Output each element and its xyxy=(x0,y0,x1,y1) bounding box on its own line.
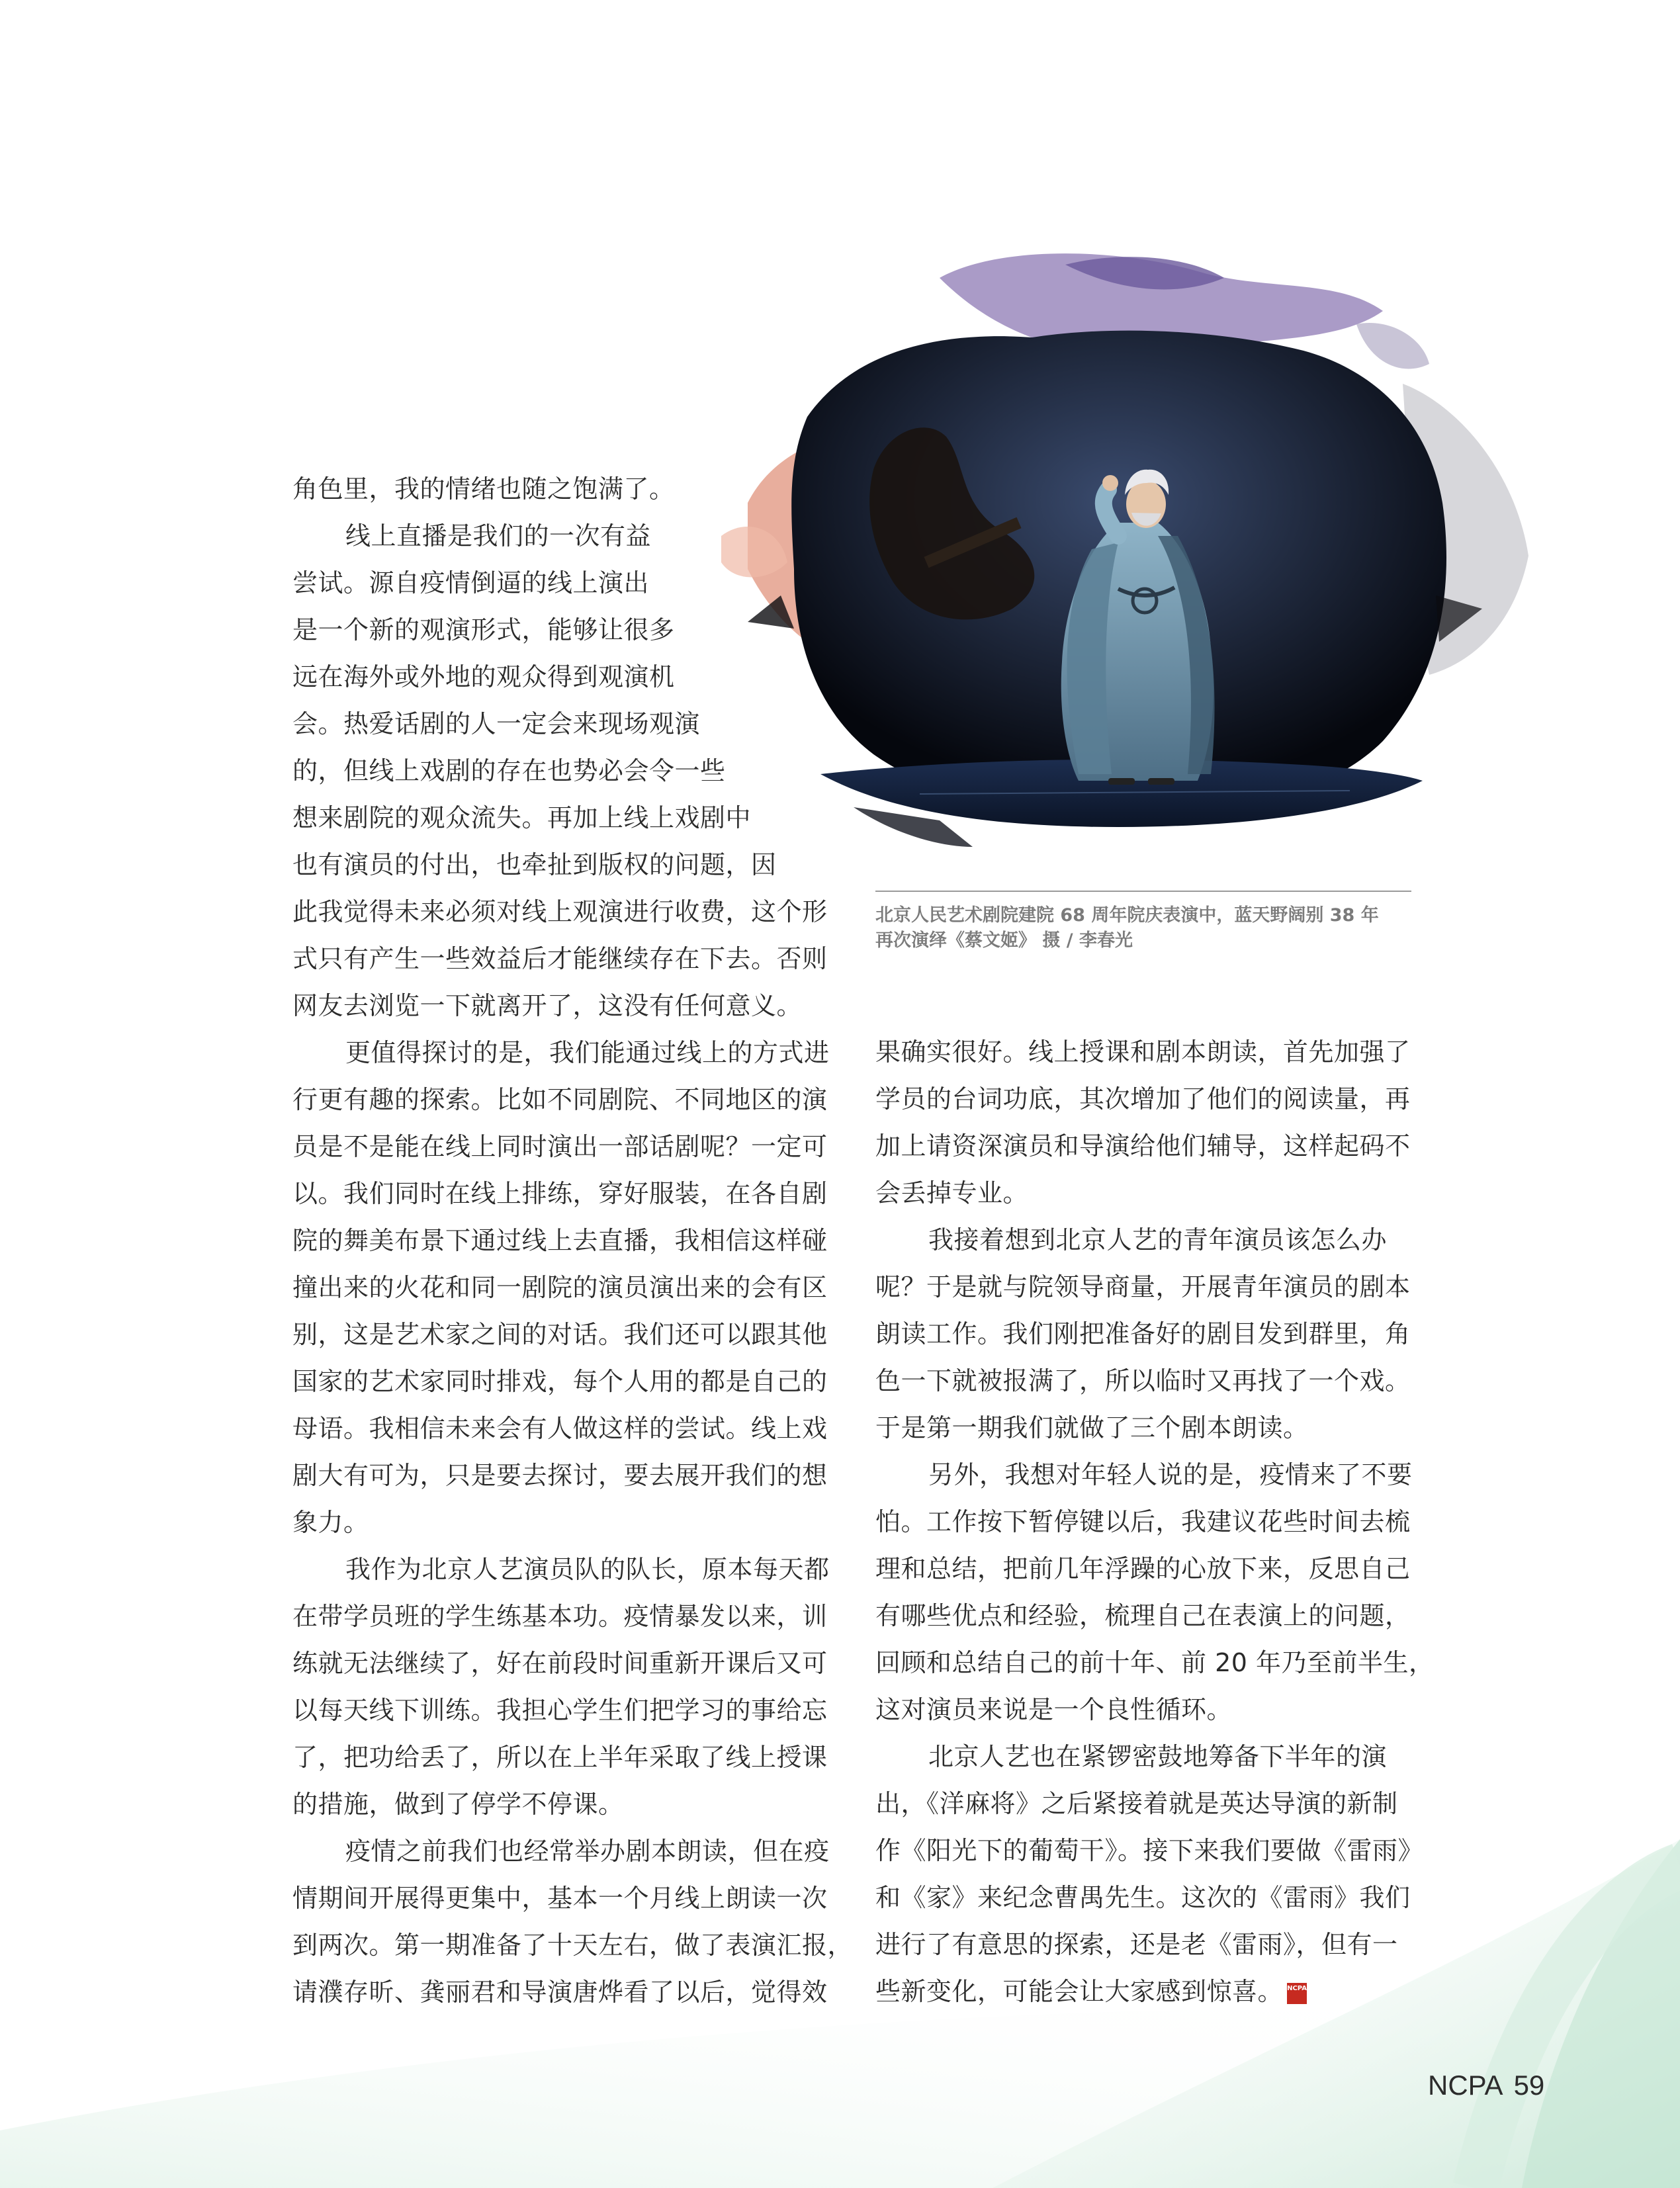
text-line-content: 在带学员班的学生练基本功。疫情暴发以来，训 xyxy=(292,1602,828,1631)
text-line xyxy=(875,1452,1418,1499)
text-line xyxy=(292,889,835,936)
text-line-content: 进行了有意思的探索，还是老《雷雨》，但有一 xyxy=(875,1930,1398,1959)
text-line xyxy=(875,1029,1418,1076)
text-line-content: 呢？于是就与院领导商量，开展青年演员的剧本 xyxy=(875,1272,1411,1301)
text-line xyxy=(292,1875,835,1922)
text-line-content: 理和总结，把前几年浮躁的心放下来，反思自己 xyxy=(875,1554,1411,1583)
text-line-content: 式只有产生一些效益后才能继续存在下去。否则 xyxy=(292,944,828,973)
text-line xyxy=(292,1029,835,1076)
text-line xyxy=(875,1264,1418,1311)
text-line xyxy=(292,1076,835,1123)
page-number: 59 xyxy=(1513,2070,1545,2101)
text-line xyxy=(875,1405,1418,1452)
text-line xyxy=(292,701,835,748)
text-line xyxy=(292,1781,835,1828)
end-mark-seal: NCPA xyxy=(1287,1983,1307,2004)
text-line xyxy=(875,1499,1418,1546)
text-line-content: 色一下就被报满了，所以临时又再找了一个戏。 xyxy=(875,1366,1411,1395)
text-line xyxy=(292,560,835,607)
text-line-content: 这对演员来说是一个良性循环。 xyxy=(875,1695,1233,1724)
text-line-content: 母语。我相信未来会有人做这样的尝试。线上戏 xyxy=(292,1414,828,1443)
text-line xyxy=(875,1968,1418,2015)
text-line xyxy=(292,1922,854,1969)
text-line xyxy=(292,1734,835,1781)
text-line-content: 请濮存昕、龚丽君和导演唐烨看了以后，觉得效 xyxy=(292,1978,828,2007)
text-line-content: 的措施，做到了停学不停课。 xyxy=(292,1790,624,1819)
text-line-content: 远在海外或外地的观众得到观演机 xyxy=(292,662,675,691)
text-line-content: 此我觉得未来必须对线上观演进行收费，这个形 xyxy=(292,897,828,926)
text-line-content: 角色里，我的情绪也随之饱满了。 xyxy=(292,474,675,503)
text-line xyxy=(875,1217,1418,1264)
text-line-content: 回顾和总结自己的前十年、前 20 年乃至前半生， xyxy=(875,1648,1435,1677)
text-line-content: 线上直播是我们的一次有益 xyxy=(345,521,652,550)
text-line-content: 撞出来的火花和同一剧院的演员演出来的会有区 xyxy=(292,1273,828,1302)
text-line xyxy=(292,1499,835,1546)
text-line xyxy=(292,1593,835,1640)
text-line xyxy=(292,1358,835,1405)
text-line xyxy=(292,1452,835,1499)
text-line xyxy=(875,1593,1418,1640)
text-line xyxy=(292,1123,835,1170)
text-line xyxy=(875,1921,1418,1968)
text-line-content: 别，这是艺术家之间的对话。我们还可以跟其他 xyxy=(292,1320,828,1349)
text-line xyxy=(875,1170,1418,1217)
text-line-content: 另外，我想对年轻人说的是，疫情来了不要 xyxy=(928,1460,1413,1489)
text-line-content: 更值得探讨的是，我们能通过线上的方式进 xyxy=(345,1038,830,1067)
text-line-content: 也有演员的付出，也牵扯到版权的问题，因 xyxy=(292,850,777,879)
article-right-column xyxy=(875,1029,1435,2015)
text-line xyxy=(292,654,835,701)
text-line-content: 尝试。源自疫情倒逼的线上演出 xyxy=(292,568,650,597)
text-line-content: 以。我们同时在线上排练，穿好服装，在各自剧 xyxy=(292,1179,828,1208)
text-line xyxy=(292,1969,835,2016)
text-line-content: 怕。工作按下暂停键以后，我建议花些时间去梳 xyxy=(875,1507,1411,1536)
text-line xyxy=(875,1123,1418,1170)
text-line xyxy=(292,607,835,654)
photo-caption xyxy=(875,903,1418,953)
text-line-content: 情期间开展得更集中，基本一个月线上朗读一次 xyxy=(292,1884,828,1913)
text-line-content: 的，但线上戏剧的存在也势必会令一些 xyxy=(292,756,726,785)
text-line-content: 我接着想到北京人艺的青年演员该怎么办 xyxy=(928,1225,1388,1254)
page-folio xyxy=(1428,2070,1544,2101)
text-line-content: 北京人艺也在紧锣密鼓地筹备下半年的演 xyxy=(928,1742,1388,1771)
text-line-content: 作《阳光下的葡萄干》。接下来我们要做《雷雨》 xyxy=(875,1836,1424,1865)
text-line xyxy=(875,1827,1424,1874)
text-line xyxy=(292,936,835,983)
text-line-content: 会。热爱话剧的人一定会来现场观演 xyxy=(292,709,701,738)
text-line-content: 练就无法继续了，好在前段时间重新开课后又可 xyxy=(292,1649,828,1678)
text-line xyxy=(292,1687,835,1734)
text-line-content: 了，把功给丢了，所以在上半年采取了线上授课 xyxy=(292,1743,828,1772)
text-line-content: 员是不是能在线上同时演出一部话剧呢？一定可 xyxy=(292,1132,828,1161)
text-line-content: 和《家》来纪念曹禺先生。这次的《雷雨》我们 xyxy=(875,1883,1411,1912)
text-line xyxy=(875,1546,1418,1593)
caption-line-1: 北京人民艺术剧院建院 68 周年院庆表演中，蓝天野阔别 38 年 xyxy=(875,905,1379,926)
text-line xyxy=(875,1076,1418,1123)
text-line xyxy=(292,748,835,795)
text-line xyxy=(875,1780,1418,1827)
text-line-content: 于是第一期我们就做了三个剧本朗读。 xyxy=(875,1413,1309,1442)
text-line xyxy=(292,1640,835,1687)
text-line xyxy=(875,1640,1435,1686)
text-line-content: 象力。 xyxy=(292,1508,369,1537)
article-left-column xyxy=(292,466,854,2016)
text-line-content: 朗读工作。我们刚把准备好的剧目发到群里，角 xyxy=(875,1319,1411,1348)
text-line-content: 疫情之前我们也经常举办剧本朗读，但在疫 xyxy=(345,1837,830,1866)
text-line-content: 国家的艺术家同时排戏，每个人用的都是自己的 xyxy=(292,1367,828,1396)
text-line xyxy=(292,1546,835,1593)
text-line xyxy=(875,1686,1418,1733)
text-line xyxy=(292,1217,835,1264)
stage-photo-illustration xyxy=(721,251,1542,873)
folio-brand: NCPA xyxy=(1428,2070,1503,2101)
text-line-content: 以每天线下训练。我担心学生们把学习的事给忘 xyxy=(292,1696,828,1725)
caption-line-2: 再次演绎《蔡文姬》 摄 / 李春光 xyxy=(875,930,1133,951)
text-line-content: 出，《洋麻将》之后紧接着就是英达导演的新制 xyxy=(875,1789,1398,1818)
text-line xyxy=(292,1828,835,1875)
text-line xyxy=(292,1264,835,1311)
text-line xyxy=(292,1311,835,1358)
stage-photo xyxy=(721,251,1542,873)
text-line xyxy=(292,983,835,1029)
text-line xyxy=(292,1170,835,1217)
text-line-content: 想来剧院的观众流失。再加上线上戏剧中 xyxy=(292,803,752,832)
text-line-content: 是一个新的观演形式，能够让很多 xyxy=(292,615,675,644)
text-line-content: 到两次。第一期准备了十天左右，做了表演汇报， xyxy=(292,1931,854,1960)
text-line xyxy=(875,1874,1418,1921)
text-line xyxy=(292,466,835,513)
text-line xyxy=(875,1358,1418,1405)
text-line-content: 网友去浏览一下就离开了，这没有任何意义。 xyxy=(292,991,803,1020)
text-line-content: 剧大有可为，只是要去探讨，要去展开我们的想 xyxy=(292,1461,828,1490)
text-line xyxy=(875,1733,1418,1780)
text-line xyxy=(292,513,835,560)
text-line-content: 行更有趣的探索。比如不同剧院、不同地区的演 xyxy=(292,1085,828,1114)
text-line-content: 院的舞美布景下通过线上去直播，我相信这样碰 xyxy=(292,1226,828,1255)
text-line xyxy=(292,1405,835,1452)
text-line xyxy=(292,842,835,889)
text-line-content: 加上请资深演员和导演给他们辅导，这样起码不 xyxy=(875,1131,1411,1160)
text-line-content: 我作为北京人艺演员队的队长，原本每天都 xyxy=(345,1555,830,1584)
text-line-content: 会丢掉专业。 xyxy=(875,1178,1029,1207)
caption-divider xyxy=(875,891,1411,892)
text-line-content: 有哪些优点和经验，梳理自己在表演上的问题， xyxy=(875,1601,1411,1630)
text-line xyxy=(292,795,835,842)
text-line-content: 果确实很好。线上授课和剧本朗读，首先加强了 xyxy=(875,1037,1411,1067)
text-line-content: 些新变化，可能会让大家感到惊喜。 xyxy=(875,1977,1284,2006)
text-line xyxy=(875,1311,1418,1358)
text-line-content: 学员的台词功底，其次增加了他们的阅读量，再 xyxy=(875,1084,1411,1114)
